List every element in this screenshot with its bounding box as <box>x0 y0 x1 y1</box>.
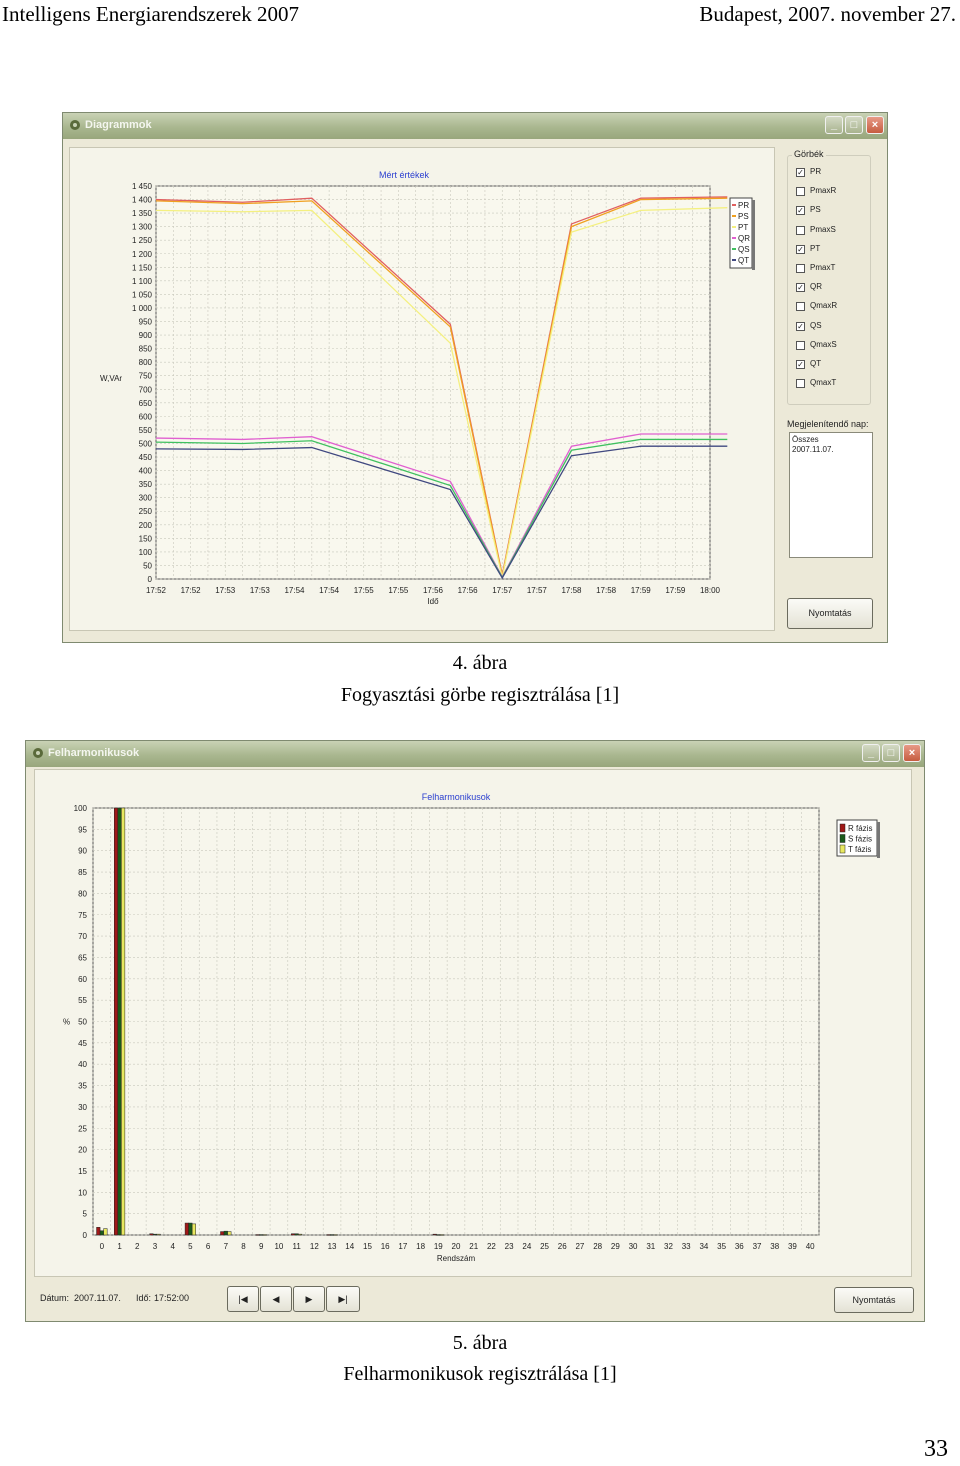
checkbox-label: QmaxT <box>810 378 837 388</box>
date-value: 2007.11.07. <box>74 1293 121 1303</box>
y-tick-label: 25 <box>78 1124 87 1134</box>
window-title: Felharmonikusok <box>48 747 140 759</box>
y-tick-label: 85 <box>78 868 87 878</box>
y-tick-label: 150 <box>138 534 152 544</box>
bar-t-9 <box>263 1235 267 1236</box>
x-axis-label: Rendszám <box>436 1254 476 1263</box>
bar-s-19 <box>437 1235 441 1236</box>
x-tick-label: 19 <box>433 1242 443 1251</box>
x-tick-label: 32 <box>664 1242 673 1251</box>
y-tick-label: 400 <box>138 466 152 476</box>
y-tick-label: 15 <box>78 1166 87 1176</box>
y-tick-label: 20 <box>78 1145 87 1155</box>
x-tick-label: 18:00 <box>699 586 721 595</box>
x-tick-label: 33 <box>681 1242 691 1251</box>
x-tick-label: 37 <box>752 1242 762 1251</box>
checkbox-label: PmaxR <box>810 186 837 196</box>
y-tick-label: 95 <box>78 825 87 835</box>
print-button[interactable]: Nyomtatás <box>787 598 873 629</box>
bar-s-1 <box>118 808 122 1235</box>
x-tick-label: 17 <box>398 1242 408 1251</box>
x-tick-label: 29 <box>610 1242 620 1251</box>
y-tick-label: 65 <box>78 953 87 963</box>
time-value: 17:52:00 <box>154 1293 190 1303</box>
checkbox-label: QT <box>810 359 822 368</box>
header-date: Budapest, 2007. november 27. <box>699 2 956 26</box>
x-tick-label: 17:55 <box>353 586 374 595</box>
bar-r-3 <box>150 1234 154 1235</box>
x-tick-label: 17:58 <box>561 586 582 595</box>
checkbox-label: QS <box>810 320 822 330</box>
figure4-number: 4. ábra <box>452 652 508 674</box>
checkbox-label: QmaxS <box>810 339 837 349</box>
x-tick-label: 16 <box>380 1242 390 1251</box>
checkbox-label: PmaxS <box>810 224 836 234</box>
x-tick-label: 17:57 <box>492 586 513 595</box>
y-tick-label: 70 <box>78 932 87 942</box>
x-tick-label: 5 <box>188 1242 193 1251</box>
x-tick-label: 34 <box>699 1242 709 1251</box>
y-tick-label: 100 <box>73 804 87 813</box>
checkbox-box[interactable] <box>796 341 805 350</box>
checkbox-box[interactable]: ✓ <box>797 360 804 369</box>
legend-label: QT <box>738 256 750 265</box>
x-tick-label: 30 <box>628 1242 638 1251</box>
bar-t-0 <box>104 1229 108 1235</box>
y-tick-label: 1 250 <box>131 236 152 246</box>
x-tick-label: 17:53 <box>215 586 236 595</box>
x-tick-label: 17:54 <box>284 586 305 595</box>
y-tick-label: 1 300 <box>131 222 152 232</box>
x-tick-label: 17:56 <box>457 586 478 595</box>
bar-r-5 <box>185 1223 189 1235</box>
x-tick-label: 28 <box>593 1242 603 1251</box>
x-tick-label: 17:57 <box>526 586 547 595</box>
window-title: Diagrammok <box>85 119 152 131</box>
harmonics-chart-panel <box>34 769 912 1277</box>
y-tick-label: 60 <box>78 974 87 984</box>
y-tick-label: 50 <box>143 561 152 571</box>
y-tick-label: 300 <box>138 493 152 503</box>
bar-s-3 <box>153 1234 157 1235</box>
x-tick-label: 3 <box>152 1242 158 1251</box>
x-tick-label: 22 <box>486 1242 496 1251</box>
y-axis-label: W,VAr <box>100 374 123 384</box>
y-tick-label: 450 <box>138 453 152 463</box>
checkbox-label: QR <box>810 282 822 292</box>
measured-values-chart <box>70 148 774 630</box>
chart-panel <box>69 147 775 631</box>
x-tick-label: 17:55 <box>388 586 409 595</box>
y-tick-label: 90 <box>78 846 87 856</box>
y-tick-label: 55 <box>78 996 87 1006</box>
bar-r-13 <box>327 1235 331 1236</box>
checkbox-box[interactable]: ✓ <box>797 206 804 216</box>
x-tick-label: 9 <box>258 1242 264 1251</box>
first-record-button[interactable] <box>227 1286 259 1312</box>
print-button[interactable]: Nyomtatás <box>834 1287 914 1313</box>
day-listbox[interactable] <box>789 432 873 558</box>
checkbox-box[interactable] <box>796 226 805 235</box>
page-header <box>0 2 960 28</box>
x-tick-label: 38 <box>770 1242 780 1251</box>
bar-t-19 <box>440 1235 444 1236</box>
close-button[interactable]: × <box>866 116 884 134</box>
x-tick-label: 18 <box>416 1242 426 1251</box>
page-number: 33 <box>924 1436 948 1462</box>
x-tick-label: 27 <box>575 1242 585 1251</box>
list-item[interactable]: Összes <box>792 435 819 444</box>
date-label: Dátum: <box>40 1293 70 1303</box>
y-tick-label: 1 350 <box>131 209 152 219</box>
x-tick-label: 12 <box>309 1242 319 1251</box>
x-tick-label: 8 <box>241 1242 246 1251</box>
x-tick-label: 14 <box>345 1242 355 1251</box>
y-tick-label: 50 <box>78 1017 87 1027</box>
x-tick-label: 2 <box>135 1242 140 1251</box>
x-tick-label: 17:53 <box>249 586 270 595</box>
y-tick-label: 200 <box>138 520 152 530</box>
bar-s-5 <box>189 1223 193 1235</box>
chart-title: Felharmonikusok <box>421 792 491 802</box>
x-tick-label: 10 <box>274 1242 284 1251</box>
y-tick-label: 40 <box>78 1060 87 1070</box>
figure5-caption: Felharmonikusok regisztrálása [1] <box>343 1363 617 1385</box>
maximize-button[interactable]: □ <box>845 116 863 134</box>
y-axis-label: % <box>63 1017 71 1027</box>
x-tick-label: 7 <box>223 1242 229 1251</box>
checkbox-box[interactable]: ✓ <box>797 321 804 331</box>
y-tick-label: 800 <box>138 358 152 368</box>
first-icon: |◀ <box>238 1294 248 1304</box>
y-tick-label: 500 <box>138 439 152 449</box>
last-record-button[interactable] <box>326 1286 360 1312</box>
checkbox-box[interactable]: ✓ <box>797 168 804 177</box>
close-button[interactable]: × <box>903 744 921 762</box>
time-label: Idő: <box>136 1293 152 1303</box>
last-icon: ▶| <box>338 1294 348 1304</box>
x-tick-label: 35 <box>717 1242 727 1251</box>
x-tick-label: 17:54 <box>319 586 340 595</box>
legend-label: S fázis <box>848 834 873 844</box>
y-tick-label: 10 <box>78 1188 87 1198</box>
harmonics-titlebar[interactable] <box>26 741 924 767</box>
curves-group-title: Görbék <box>794 149 824 159</box>
bar-r-11 <box>291 1234 295 1235</box>
y-tick-label: 700 <box>138 385 152 395</box>
next-icon: ▶ <box>305 1294 313 1304</box>
x-tick-label: 17:56 <box>422 586 444 595</box>
x-tick-label: 11 <box>292 1242 301 1251</box>
y-tick-label: 0 <box>147 575 152 584</box>
x-axis-label: Idő <box>427 597 439 606</box>
y-tick-label: 30 <box>78 1102 87 1112</box>
checkbox-label: PS <box>810 205 821 215</box>
bar-r-7 <box>220 1232 224 1235</box>
x-tick-label: 15 <box>363 1242 372 1251</box>
minimize-button[interactable]: _ <box>862 744 880 762</box>
x-tick-label: 40 <box>805 1242 815 1251</box>
curves-groupbox <box>787 149 871 405</box>
y-tick-label: 75 <box>78 910 87 920</box>
x-tick-label: 20 <box>451 1242 461 1251</box>
legend-shadow <box>877 822 880 858</box>
maximize-button[interactable]: □ <box>882 744 900 762</box>
chart-title: Mért értékek <box>378 170 430 180</box>
bar-r-0 <box>97 1227 101 1235</box>
x-tick-label: 4 <box>170 1242 175 1251</box>
y-tick-label: 5 <box>82 1209 87 1219</box>
legend-label: T fázis <box>848 845 872 854</box>
checkbox-label: PR <box>810 167 822 176</box>
x-tick-label: 17:58 <box>596 586 617 595</box>
bar-s-9 <box>259 1235 263 1236</box>
checkbox-box[interactable] <box>796 302 805 311</box>
app-icon <box>32 747 44 759</box>
x-tick-label: 13 <box>327 1242 337 1251</box>
x-tick-label: 21 <box>469 1242 479 1251</box>
checkbox-label: PT <box>810 243 821 253</box>
y-tick-label: 350 <box>138 480 152 490</box>
x-tick-label: 36 <box>734 1242 744 1251</box>
y-tick-label: 850 <box>138 344 152 354</box>
header-title: Intelligens Energiarendszerek 2007 <box>2 2 300 26</box>
legend-label: PS <box>738 212 749 221</box>
checkbox-box[interactable]: ✓ <box>797 283 804 293</box>
legend-label: PR <box>738 201 750 210</box>
y-tick-label: 1 050 <box>131 290 152 300</box>
y-tick-label: 35 <box>78 1081 87 1091</box>
x-tick-label: 17:59 <box>630 586 651 595</box>
bar-t-1 <box>121 808 125 1235</box>
bar-t-7 <box>228 1232 232 1235</box>
list-item[interactable]: 2007.11.07. <box>792 445 834 454</box>
checkbox-label: PmaxT <box>810 263 836 272</box>
x-tick-label: 23 <box>504 1242 514 1251</box>
bar-t-5 <box>192 1224 196 1235</box>
y-tick-label: 1 450 <box>131 182 152 191</box>
y-tick-label: 550 <box>138 425 152 435</box>
y-tick-label: 950 <box>138 317 152 327</box>
x-tick-label: 26 <box>557 1242 567 1251</box>
legend-swatch <box>840 824 845 832</box>
bar-r-9 <box>256 1235 260 1236</box>
x-tick-label: 24 <box>522 1242 532 1251</box>
display-day-label: Megjelenítendő nap: <box>787 419 869 429</box>
bar-s-13 <box>330 1235 334 1236</box>
x-tick-label: 17:59 <box>665 586 686 595</box>
figure4-caption: Fogyasztási görbe regisztrálása [1] <box>340 684 620 706</box>
harmonics-chart <box>35 770 911 1276</box>
bar-t-3 <box>157 1234 161 1235</box>
y-tick-label: 1 400 <box>131 195 152 205</box>
figure5-number: 5. ábra <box>452 1332 508 1354</box>
minimize-button[interactable]: _ <box>825 116 843 134</box>
prev-icon: ◀ <box>272 1294 280 1304</box>
legend-shadow <box>752 200 755 270</box>
y-tick-label: 250 <box>138 507 152 517</box>
y-tick-label: 100 <box>138 547 152 557</box>
y-tick-label: 600 <box>138 412 152 422</box>
next-record-button[interactable] <box>293 1286 325 1312</box>
bar-s-0 <box>100 1231 104 1235</box>
y-tick-label: 0 <box>82 1231 87 1240</box>
checkbox-box[interactable] <box>796 187 805 196</box>
bar-r-19 <box>433 1234 437 1235</box>
y-tick-label: 750 <box>138 371 152 381</box>
legend-label: PT <box>738 223 749 232</box>
y-tick-label: 650 <box>138 398 152 408</box>
harmonics-window <box>25 740 925 1322</box>
x-tick-label: 31 <box>646 1242 656 1251</box>
x-tick-label: 1 <box>117 1242 122 1251</box>
bar-s-7 <box>224 1231 228 1235</box>
diagrams-window <box>62 112 888 643</box>
y-tick-label: 1 150 <box>131 263 152 273</box>
checkbox-label: QmaxR <box>810 301 838 311</box>
x-tick-label: 39 <box>787 1242 797 1251</box>
x-tick-label: 17:52 <box>180 586 201 595</box>
bar-t-13 <box>334 1235 338 1236</box>
checkbox-box[interactable] <box>796 379 805 388</box>
x-tick-label: 6 <box>205 1242 211 1251</box>
prev-record-button[interactable] <box>260 1286 292 1312</box>
legend-swatch <box>840 835 845 843</box>
legend-label: QR <box>738 234 750 243</box>
x-tick-label: 17:52 <box>145 586 167 595</box>
legend-label: QS <box>738 245 750 254</box>
legend-swatch <box>840 845 845 853</box>
checkbox-box[interactable] <box>796 264 805 273</box>
y-tick-label: 1 100 <box>131 276 152 286</box>
bar-r-1 <box>114 808 118 1235</box>
checkbox-box[interactable]: ✓ <box>797 244 804 254</box>
bar-t-11 <box>298 1234 302 1235</box>
diagrams-titlebar[interactable] <box>63 113 887 139</box>
y-tick-label: 1 200 <box>131 249 152 259</box>
x-tick-label: 25 <box>540 1242 549 1251</box>
y-tick-label: 1 000 <box>131 303 152 313</box>
y-tick-label: 80 <box>78 889 87 899</box>
y-tick-label: 900 <box>138 331 152 341</box>
legend-label: R fázis <box>848 824 873 833</box>
bar-s-11 <box>295 1234 299 1235</box>
y-tick-label: 45 <box>78 1038 87 1048</box>
x-tick-label: 0 <box>99 1242 105 1251</box>
app-icon <box>69 119 81 131</box>
